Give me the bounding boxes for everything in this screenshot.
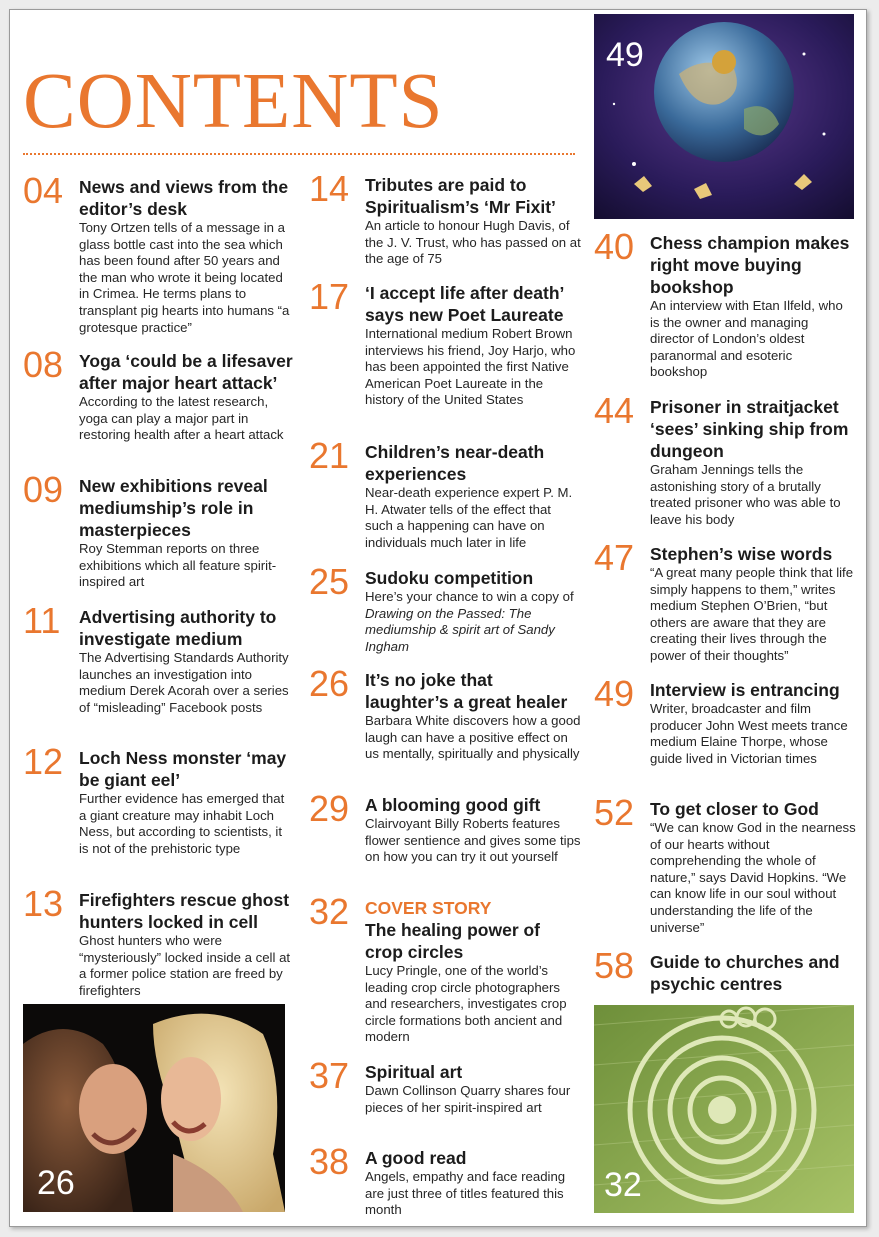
item-headline: Stephen’s wise words <box>650 544 833 564</box>
photo-crop-circle <box>594 1005 854 1213</box>
photo-page-number: 49 <box>606 36 644 74</box>
item-summary: The Advertising Standards Authority launches an investigation into medium Derek Acorah over a series of “misleading” Facebook posts <box>79 650 289 715</box>
item-summary: Further evidence has emerged that a giant creature may inhabit Loch Ness, but according to scientists, it is not of the prehistoric type <box>79 791 285 856</box>
item-headline: New exhibitions reveal mediumship’s role in masterpieces <box>79 476 268 540</box>
cover-story-label: COVER STORY <box>365 898 492 918</box>
item-headline: A blooming good gift <box>365 795 541 815</box>
page-number: 29 <box>309 788 350 829</box>
item-summary: “We can know God in the nearness of our hearts without comprehending the whole of nature,” says David Hopkins. “We can know life in our soul without understanding the life of the universe” <box>650 820 856 935</box>
item-headline: News and views from the editor’s desk <box>79 177 289 219</box>
page-number: 26 <box>309 663 350 704</box>
page-number: 08 <box>23 344 64 385</box>
item-headline: Interview is entrancing <box>650 680 840 700</box>
page-number: 13 <box>23 883 64 924</box>
item-headline: Chess champion makes right move buying bookshop <box>650 233 850 297</box>
page-number: 09 <box>23 469 64 510</box>
item-summary: An interview with Etan Ilfeld, who is the owner and managing director of London’s oldest paranormal and esoteric bookshop <box>650 298 843 380</box>
title-divider <box>23 153 575 155</box>
item-headline: Yoga ‘could be a lifesaver after major heart attack’ <box>79 351 293 393</box>
item-summary: Tony Ortzen tells of a message in a glass bottle cast into the sea which has been found after 50 years and the man who wrote it being located in Crimea. He terms plans to transplant pig hearts into humans “a grotesque practice” <box>79 220 290 335</box>
page-number: 25 <box>309 561 350 602</box>
item-headline: Loch Ness monster ‘may be giant eel’ <box>79 748 287 790</box>
item-summary: Barbara White discovers how a good laugh can have a positive effect on us mentally, spiritually and physically <box>365 713 581 762</box>
item-summary: International medium Robert Brown interviews his friend, Joy Harjo, who has been appointed the first Native American Poet Laureate in the history of the United States <box>365 326 576 408</box>
photo-page-number: 32 <box>604 1166 642 1204</box>
item-summary: “A great many people think that life simply happens to them,” writes medium Stephen O’Brien, “but others are aware that they are creating their lives through the power of their thoughts” <box>650 565 854 663</box>
photo-page-number: 26 <box>37 1164 75 1202</box>
page-number: 21 <box>309 435 350 476</box>
page-number: 17 <box>309 276 350 317</box>
item-summary: Dawn Collinson Quarry shares four pieces of her spirit-inspired art <box>365 1083 571 1115</box>
item-summary: Writer, broadcaster and film producer John West meets trance medium Elaine Thorpe, whose guide lived in Victorian times <box>650 701 848 766</box>
item-summary: Angels, empathy and face reading are just three of titles featured this month <box>365 1169 566 1218</box>
item-headline: Advertising authority to investigate medium <box>79 607 277 649</box>
page-number: 11 <box>23 600 61 641</box>
item-headline: A good read <box>365 1148 467 1168</box>
page-number: 52 <box>594 792 635 833</box>
page-number: 44 <box>594 390 635 431</box>
item-summary: Ghost hunters who were “mysteriously” locked inside a cell at a former police station are freed by firefighters <box>79 933 291 998</box>
item-headline: Children’s near-death experiences <box>365 442 545 484</box>
page-number: 38 <box>309 1141 350 1182</box>
page-number: 58 <box>594 945 635 986</box>
item-summary: Roy Stemman reports on three exhibitions which all feature spirit-inspired art <box>79 541 277 590</box>
item-summary: Clairvoyant Billy Roberts features flower sentience and gives some tips on how you can try it out yourself <box>365 816 581 865</box>
item-headline: To get closer to God <box>650 799 819 819</box>
page-title: CONTENTS <box>23 58 444 145</box>
summary-intro: Here’s your chance to win a copy of <box>365 589 574 604</box>
item-headline: Sudoku competition <box>365 568 534 588</box>
item-headline: Guide to churches and psychic centres <box>650 952 840 994</box>
photo-cosmic-earth <box>594 14 854 219</box>
item-summary <box>365 589 581 655</box>
item-headline: Tributes are paid to Spiritualism’s ‘Mr Fixit’ <box>365 175 556 217</box>
photo-laughing-women <box>23 1004 285 1212</box>
item-summary: Graham Jennings tells the astonishing story of a brutally treated prisoner who was able to leave his body <box>650 462 841 527</box>
page-number: 40 <box>594 226 635 267</box>
book-title: Drawing on the Passed: The mediumship & spirit art of Sandy Ingham <box>365 605 555 654</box>
item-headline: Firefighters rescue ghost hunters locked in cell <box>79 890 290 932</box>
page-number: 12 <box>23 741 64 782</box>
page-number: 14 <box>309 168 350 209</box>
page-number: 47 <box>594 537 635 578</box>
item-headline: ‘I accept life after death’ says new Poet Laureate <box>365 283 564 325</box>
contents-page <box>9 9 867 1227</box>
page-number: 04 <box>23 170 64 211</box>
item-headline: The healing power of crop circles <box>365 920 541 962</box>
page-number: 32 <box>309 891 350 932</box>
page-number: 49 <box>594 673 635 714</box>
item-headline: Prisoner in straitjacket ‘sees’ sinking ship from dungeon <box>650 397 849 461</box>
item-summary: Lucy Pringle, one of the world’s leading crop circle photographers and researchers, investigates crop circle formations both ancient and modern <box>365 963 567 1045</box>
item-summary: An article to honour Hugh Davis, of the J. V. Trust, who has passed on at the age of 75 <box>365 218 581 267</box>
item-summary: Near-death experience expert P. M. H. Atwater tells of the effect that such a happening can have on individuals much later in life <box>365 485 573 550</box>
item-headline: Spiritual art <box>365 1062 463 1082</box>
item-summary: According to the latest research, yoga can play a major part in restoring health after a heart attack <box>79 394 284 443</box>
page-number: 37 <box>309 1055 350 1096</box>
item-headline: It’s no joke that laughter’s a great healer <box>365 670 568 712</box>
